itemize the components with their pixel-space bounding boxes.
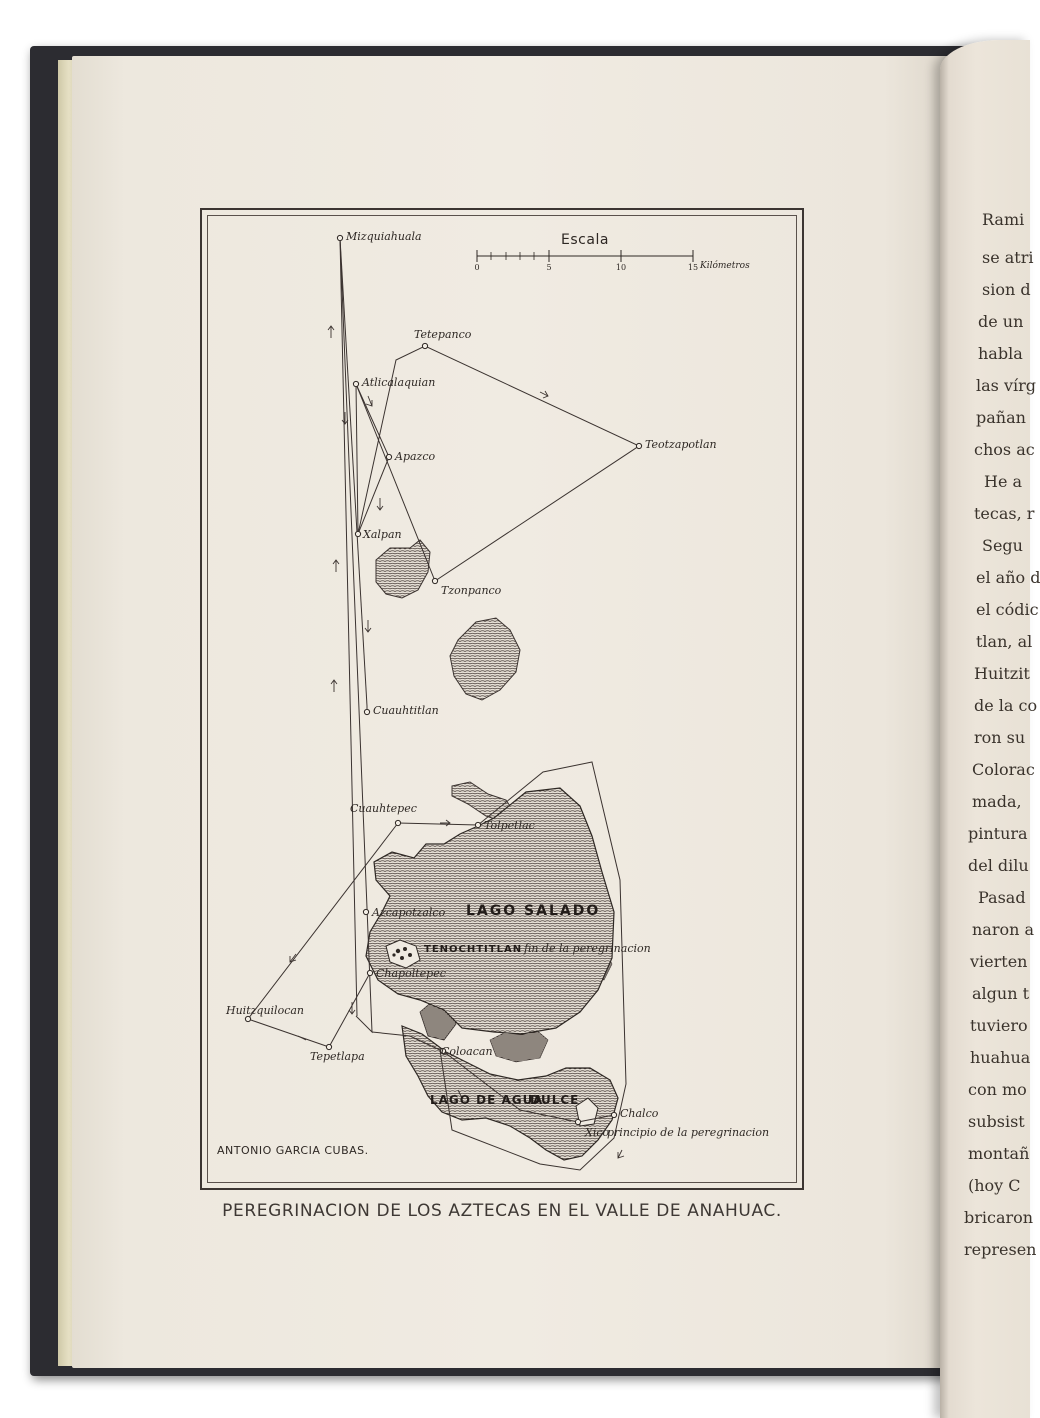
marker-huitzquilocan: [245, 1016, 250, 1021]
arrow-mark: [540, 391, 548, 398]
text-line: pañan: [976, 408, 1026, 427]
text-line: Rami: [982, 210, 1025, 229]
arrow-mark: [331, 680, 337, 692]
label-chapoltepec: Chapoltepec: [376, 967, 446, 980]
text-line: tecas, r: [974, 504, 1035, 523]
text-line: del dilu: [968, 856, 1029, 875]
text-line: chos ac: [974, 440, 1035, 459]
arrow-mark: [440, 820, 450, 826]
label-lago-salado: LAGO SALADO: [466, 903, 601, 919]
label-tolpetlac: Tolpetlac: [484, 819, 535, 832]
label-mizquiahuala: Mizquiahuala: [346, 230, 422, 243]
text-line: naron a: [972, 920, 1035, 939]
text-line: bricaron: [964, 1208, 1034, 1227]
route-mizquiahuala-cuauhtitlan: [340, 238, 367, 706]
marker-chalco: [611, 1112, 616, 1117]
marker-teotzapotlan: [636, 443, 641, 448]
marker-atlicalaquian: [353, 381, 358, 386]
text-line: sion d: [982, 280, 1031, 299]
marker-tzonpanco: [432, 578, 437, 583]
marker-azcapotzalco: [363, 909, 368, 914]
text-line: (hoy C: [968, 1176, 1021, 1195]
scale-label: 10: [615, 263, 627, 272]
text-line: de un: [978, 312, 1024, 331]
text-line: las vírg: [976, 376, 1036, 395]
scale-title: Escala: [561, 232, 609, 248]
scale-label: 15: [687, 263, 699, 272]
text-line: Pasad: [978, 888, 1026, 907]
scale-label: 0: [474, 263, 480, 272]
text-line: algun t: [972, 984, 1030, 1003]
text-line: habla: [978, 344, 1023, 363]
arrow-mark: [333, 560, 339, 572]
label-xico-note: principio de la peregrinacion: [607, 1126, 770, 1139]
route-west-north: [340, 238, 357, 1016]
marker-apazco: [386, 454, 391, 459]
label-tzonpanco: Tzonpanco: [441, 584, 502, 597]
arrow-mark: [365, 620, 371, 632]
label-tetepanco: Tetepanco: [414, 328, 472, 341]
text-line: tlan, al: [976, 632, 1033, 651]
text-line: mada,: [972, 792, 1022, 811]
label-huitzquilocan: Huitzquilocan: [226, 1004, 304, 1017]
label-cuauhtitlan: Cuauhtitlan: [373, 704, 439, 717]
label-chalco: Chalco: [620, 1107, 659, 1120]
text-line: ron su: [974, 728, 1026, 747]
label-tenochtitlan: TENOCHTITLAN: [424, 944, 523, 955]
arrow-mark: [618, 1150, 624, 1158]
scale-label: 5: [546, 263, 552, 272]
text-line: de la co: [974, 696, 1038, 715]
label-cuauhtepec: Cuauhtepec: [350, 802, 417, 815]
text-line: Segu: [982, 536, 1023, 555]
marker-chapoltepec: [367, 970, 372, 975]
label-atlicalaquian: Atlicalaquian: [362, 376, 436, 389]
scale-bar: [474, 232, 750, 272]
map-author: ANTONIO GARCIA CUBAS.: [217, 1144, 369, 1157]
route-atlicalaquian-apazco: [356, 384, 389, 534]
arrow-mark: [377, 498, 383, 510]
text-line: tuviero: [970, 1016, 1028, 1035]
label-teotzapotlan: Teotzapotlan: [645, 438, 717, 451]
label-tepetlapa: Tepetlapa: [310, 1050, 365, 1063]
text-line: represen: [964, 1240, 1037, 1259]
text-line: Huitzit: [974, 664, 1030, 683]
arrow-mark: [349, 1002, 355, 1014]
arrow-mark: [328, 326, 334, 338]
text-line: con mo: [968, 1080, 1027, 1099]
marker-cuauhtepec: [395, 820, 400, 825]
text-line: He a: [984, 472, 1023, 491]
text-line: se atri: [982, 248, 1034, 267]
text-line: pintura: [968, 824, 1028, 843]
text-line: vierten: [970, 952, 1028, 971]
text-line: montañ: [968, 1144, 1030, 1163]
text-line: el año d: [976, 568, 1040, 587]
marker-cuauhtitlan: [364, 709, 369, 714]
label-tenochtitlan-note: fin de la peregrinacion: [524, 942, 651, 955]
marker-tolpetlac: [475, 822, 480, 827]
label-coloacan: Coloacan: [441, 1045, 493, 1058]
text-line: huahua: [970, 1048, 1031, 1067]
text-line: Colorac: [972, 760, 1035, 779]
arrow-mark: [366, 396, 372, 406]
scale-unit: Kilómetros: [700, 261, 750, 271]
map-caption: PEREGRINACION DE LOS AZTECAS EN EL VALLE DE ANAHUAC.: [222, 1201, 782, 1221]
text-line: subsist: [968, 1112, 1025, 1131]
label-lago-dulce-a: LAGO DE AGUA: [430, 1093, 544, 1107]
route-arrows: [290, 326, 624, 1158]
marker-xalpan: [355, 531, 360, 536]
marker-tetepanco: [422, 343, 427, 348]
label-azcapotzalco: Azcapotzalco: [372, 906, 446, 919]
marker-xico: [575, 1119, 580, 1124]
label-xalpan: Xalpan: [363, 528, 402, 541]
marker-mizquiahuala: [337, 235, 342, 240]
label-apazco: Apazco: [395, 450, 436, 463]
marker-tepetlapa: [326, 1044, 331, 1049]
hill-tzonpanco-south: [450, 618, 520, 700]
text-line: el códic: [976, 600, 1039, 619]
label-lago-dulce-b: DULCE: [530, 1093, 580, 1107]
arrow-mark: [298, 1036, 306, 1040]
label-xico: Xico: [585, 1126, 610, 1139]
